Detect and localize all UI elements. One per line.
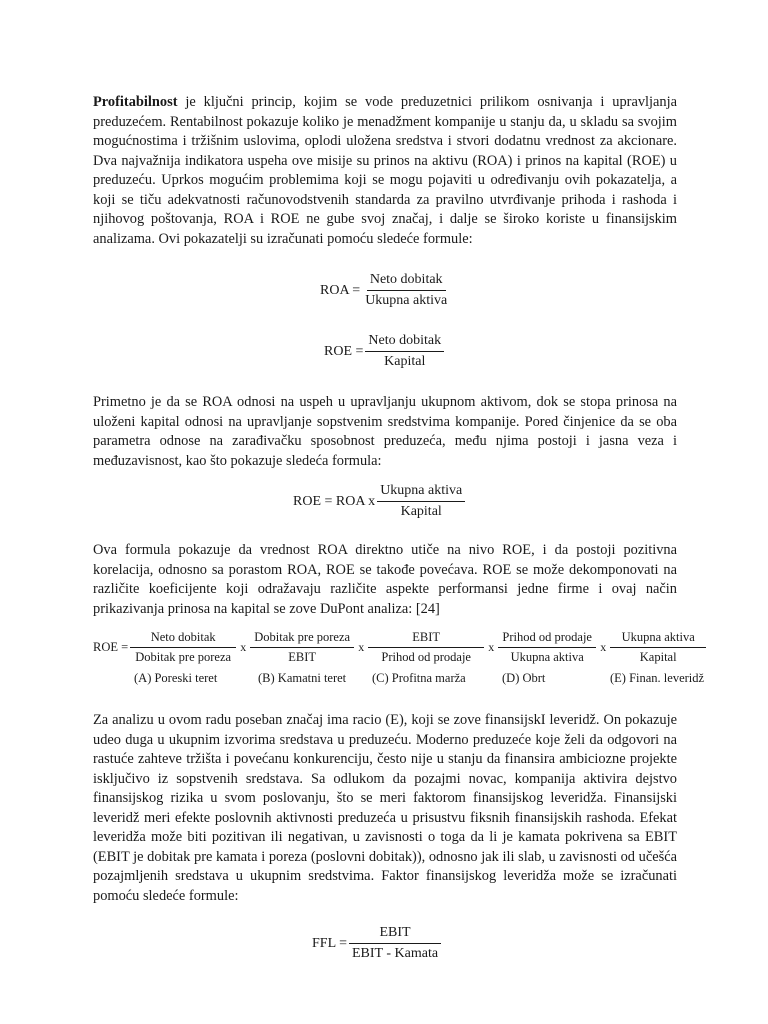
denominator: EBIT - Kamata xyxy=(352,946,439,961)
formula-lhs: ROE = xyxy=(324,343,364,359)
formula-ffl xyxy=(312,925,443,962)
formula-lhs: ROE = xyxy=(93,640,129,654)
dupont-row xyxy=(93,630,713,665)
paragraph-roa-roe-relation: Primetno je da se ROA odnosi na uspeh u upravljanju ukupnom aktivom, dok se stopa prinosa na uloženi kapital odnosi na upravljanje sopstvenim sredstvima kompanije. Pored činjenice da se oba parametra odnose na zarađivačku sposobnost preduzeća, među njima postoji i jasna veza i međuzavisnost, kao što pokazuje sledeća formula: xyxy=(93,394,677,469)
formula-lhs: ROE = ROA x xyxy=(293,493,376,509)
fraction xyxy=(349,925,441,962)
denominator: EBIT xyxy=(288,650,317,664)
formula-roe-roa xyxy=(293,483,467,520)
paragraph-financial-leverage: Za analizu u ovom radu poseban značaj ima racio (E), koji se zove finansijskI leveridž. On pokazuje udeo duga u ukupnim izvorima sredstava u preduzeću. Moderno preduzeće koje želi da odgovori na rastuće zahteve tržišta i povećanu konkurenciju, često nije u stanju da finansira ambiciozne projekte isključivo iz sopstvenih sredstava. Sa odlukom da pozajmi novac, kompanija aktivira dejstvo finansijskog rizika u svom poslovanju, što se meri faktorom finansijskog leveridža. Finansijski leveridž meri efekte poslovnih aktivnosti preduzeća u prisustvu fiksnih finansijskih rashoda. Efekat leveridža može biti pozitivan ili negativan, u zavisnosti o toga da li je kamata pokrivena sa EBIT (EBIT je dobitak pre kamata i poreza (poslovni dobitak)), odnosno jak ili slab, u zavisnosti od učešća pozajmljenih sredstava u ukupnim sredstvima. Faktor finansijskog leveridža može se izračunati pomoću sledeće formule: xyxy=(93,712,677,904)
formula-roe xyxy=(324,333,446,370)
formula-lhs: FFL = xyxy=(312,935,347,951)
dupont-label-e: (E) Finan. leveridž xyxy=(610,671,705,685)
multiply-sign: x xyxy=(358,640,365,654)
term-profitabilnost: Profitabilnost xyxy=(93,94,178,110)
fraction xyxy=(362,272,450,309)
denominator: Ukupna aktiva xyxy=(365,293,448,308)
numerator: EBIT xyxy=(349,925,441,944)
fraction xyxy=(365,333,444,370)
numerator: Ukupna aktiva xyxy=(610,630,706,648)
paragraph-dupont-intro: Ova formula pokazuje da vrednost ROA direktno utiče na nivo ROE, i da postoji pozitivna korelacija, odnosno sa porastom ROA, ROE se takođe povećava. ROE se može dekomponovati na različite koeficijente koji odražavaju različite aspekte performansi jedne firme i ovaj način prikazivanja prinosa na kapital se zove DuPont analiza: [24] xyxy=(93,542,677,617)
numerator: Dobitak pre poreza xyxy=(250,630,354,648)
multiply-sign: x xyxy=(488,640,495,654)
multiply-sign: x xyxy=(600,640,607,654)
paragraph-text: je ključni princip, kojim se vode preduzetnici prilikom osnivanja i upravljanja preduzećem. Rentabilnost pokazuje koliko je menadžment kompanije u stanju da, u skladu sa svojim mogućnostima i tržišnim uslovima, oplodi uložena sredstva i stvori dodatnu vrednost za akcionare. Dva najvažnija indikatora uspeha ove misije su prinos na aktivu (ROA) i prinos na kapital (ROE) u preduzeću. Uprkos mogućim problemima koji se mogu pojaviti u određivanju ovih pokazatelja, a koji se tiču adekvatnosti računovodstvenih standarda za pravilno utvrđivanje prihoda i rashoda i njihovog poštovanja, ROA i ROE ne gube svoj značaj, i dalje se široko koriste u finansijskim analizama. Ovi pokazatelji su izračunati pomoću sledeće formule: xyxy=(93,94,677,247)
denominator: Kapital xyxy=(639,650,677,664)
denominator: Ukupna aktiva xyxy=(510,650,584,664)
fraction-e xyxy=(610,630,706,665)
numerator: Neto dobitak xyxy=(365,333,444,352)
dupont-label-a: (A) Poreski teret xyxy=(134,671,218,685)
fraction-b xyxy=(250,630,354,665)
fraction-d xyxy=(498,630,596,665)
numerator: Neto dobitak xyxy=(130,630,236,648)
paragraph-profitability xyxy=(93,93,677,249)
denominator: Dobitak pre poreza xyxy=(135,650,232,664)
dupont-label-c: (C) Profitna marža xyxy=(372,671,466,685)
fraction xyxy=(377,483,465,520)
numerator: Neto dobitak xyxy=(367,272,446,291)
denominator: Kapital xyxy=(384,354,426,369)
numerator: Ukupna aktiva xyxy=(377,483,465,502)
fraction-c xyxy=(368,630,484,665)
dupont-label-b: (B) Kamatni teret xyxy=(258,671,347,685)
fraction-a xyxy=(130,630,236,665)
multiply-sign: x xyxy=(240,640,247,654)
numerator: EBIT xyxy=(368,630,484,648)
denominator: Prihod od prodaje xyxy=(381,650,471,664)
dupont-label-d: (D) Obrt xyxy=(502,671,546,685)
formula-roa xyxy=(320,272,452,309)
formula-lhs: ROA = xyxy=(320,282,361,298)
numerator: Prihod od prodaje xyxy=(498,630,596,648)
denominator: Kapital xyxy=(400,504,442,519)
formula-dupont xyxy=(93,630,713,665)
